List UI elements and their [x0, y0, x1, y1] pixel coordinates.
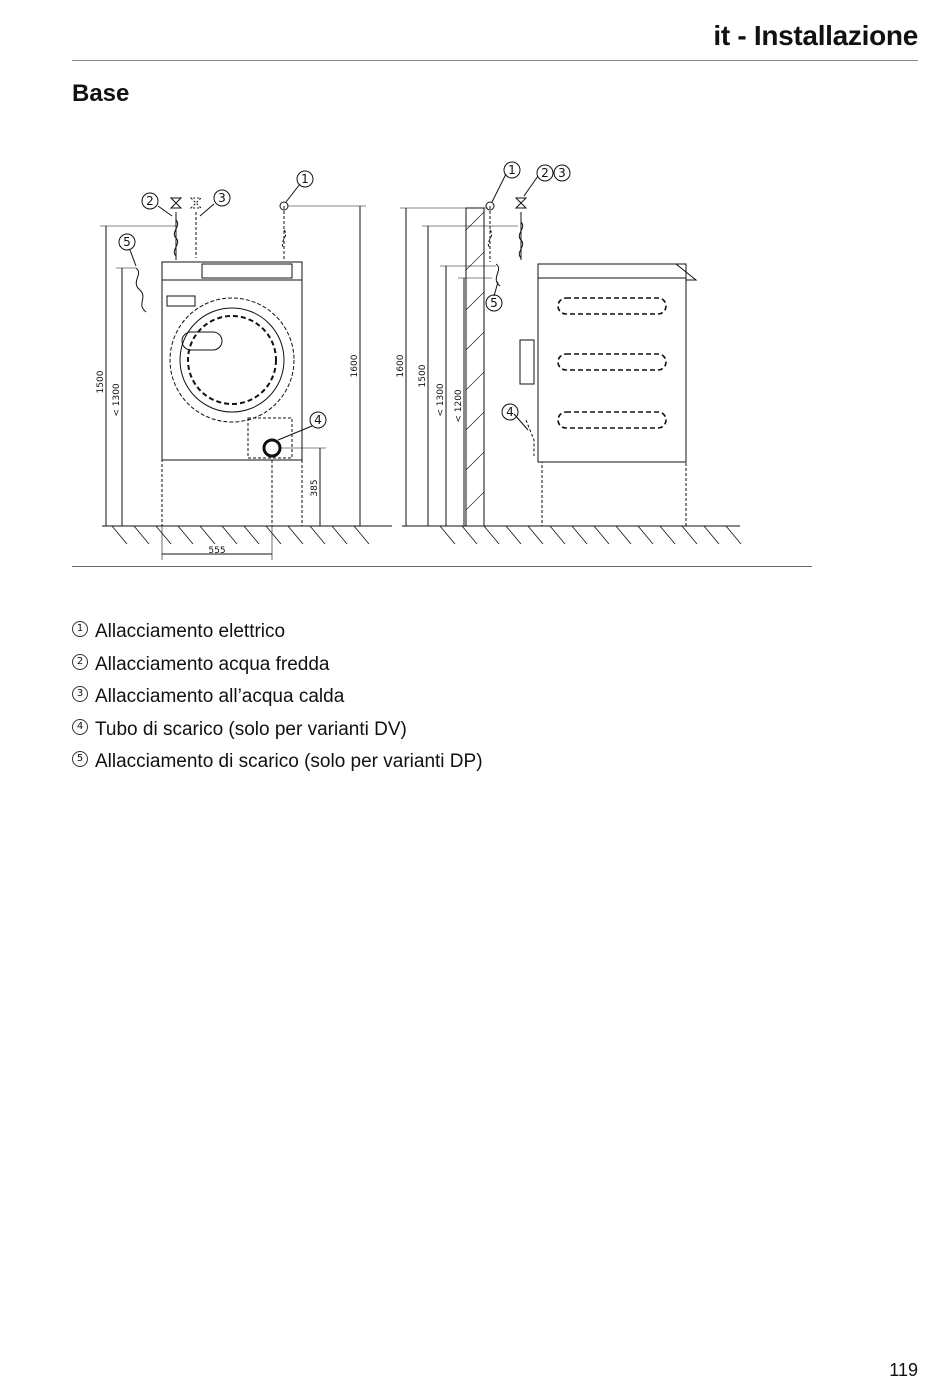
front-hot-valve: [191, 198, 201, 208]
legend-number: 1: [72, 621, 88, 637]
page-header-title: it - Installazione: [713, 20, 918, 51]
legend-number: 5: [72, 751, 88, 767]
side-callout-3-label: 3: [558, 166, 566, 180]
dim-label-front-1600: 1600: [350, 354, 360, 378]
side-base-plinth: [542, 462, 686, 526]
legend-item: [72, 681, 483, 714]
legend-text: Allacciamento all’acqua calda: [95, 686, 345, 708]
legend-list: [72, 616, 483, 779]
side-floor-hatch: [440, 526, 741, 544]
side-water-valve: [516, 198, 526, 208]
front-callout-5-label: 5: [123, 235, 131, 249]
legend-number: 3: [72, 686, 88, 702]
dim-label-side-1200: < 1200: [454, 389, 464, 423]
figure-divider: [72, 566, 812, 567]
front-detergent-drawer: [167, 296, 195, 306]
side-wall: [466, 208, 484, 526]
front-drain-pipe: [136, 268, 146, 312]
side-door-handle: [520, 340, 534, 384]
legend-text: Allacciamento di scarico (solo per varianti DP): [95, 751, 483, 773]
legend-item: [72, 714, 483, 747]
front-callout-4-label: 4: [314, 413, 322, 427]
legend-text: Allacciamento elettrico: [95, 621, 286, 643]
front-base-plinth: [162, 460, 302, 526]
front-drain-box: [248, 418, 292, 458]
dim-label-front-1500: 1500: [96, 370, 106, 394]
installation-diagram: [72, 150, 812, 570]
page-number: 119: [889, 1360, 918, 1380]
front-callout-1-label: 1: [301, 172, 309, 186]
dim-label-front-385: 385: [310, 479, 320, 497]
side-callout-2-label: 2: [541, 166, 549, 180]
header-divider: [72, 60, 918, 61]
front-control-panel: [202, 264, 292, 278]
front-floor-hatch: [112, 526, 369, 544]
dim-label-side-1300: < 1300: [436, 383, 446, 417]
dim-label-side-1500: 1500: [418, 364, 428, 388]
installation-diagram-svg: [72, 150, 812, 570]
side-panel-2: [558, 354, 666, 370]
side-panel-3: [558, 412, 666, 428]
legend-number: 2: [72, 654, 88, 670]
front-machine-body: [162, 262, 302, 460]
side-callout-5-label: 5: [490, 296, 498, 310]
front-door-glass: [188, 316, 276, 404]
side-panel-1: [558, 298, 666, 314]
front-cold-pipe: [174, 212, 177, 260]
front-callout-2-label: 2: [146, 194, 154, 208]
legend-item: [72, 616, 483, 649]
front-electric-cable: [282, 206, 285, 260]
side-callout-1-label: 1: [508, 163, 516, 177]
side-machine-body: [538, 264, 686, 462]
front-callout-3-label: 3: [218, 191, 226, 205]
side-drain-hose: [526, 420, 534, 456]
side-electric-cable: [488, 206, 491, 262]
section-title: Base: [72, 80, 130, 107]
side-wall-hatch: [466, 212, 484, 510]
front-drain-hose: [264, 440, 280, 456]
front-door-handle: [182, 332, 222, 350]
dim-label-555: 555: [208, 546, 226, 556]
legend-text: Allacciamento acqua fredda: [95, 653, 330, 675]
dim-label-side-1600: 1600: [396, 354, 406, 378]
dim-label-front-1300: < 1300: [112, 383, 122, 417]
side-water-pipe: [519, 212, 522, 260]
legend-text: Tubo di scarico (solo per varianti DV): [95, 718, 407, 740]
legend-item: [72, 746, 483, 779]
front-cold-valve: [171, 198, 181, 208]
side-callout-4-label: 4: [506, 405, 514, 419]
legend-item: [72, 649, 483, 682]
front-door-rim: [180, 308, 284, 412]
legend-number: 4: [72, 719, 88, 735]
